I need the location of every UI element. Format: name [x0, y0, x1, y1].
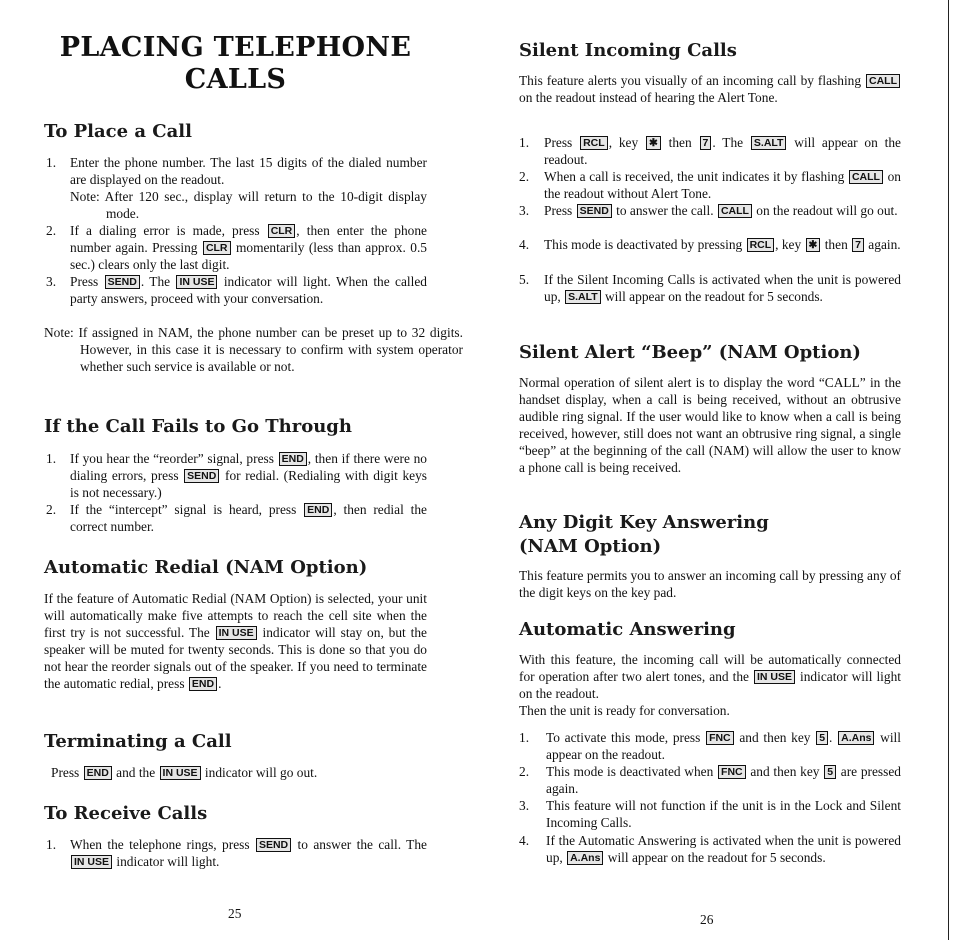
- list-item: [519, 202, 901, 219]
- list-item: [46, 450, 427, 501]
- list-item-number: 4.: [519, 833, 530, 848]
- list-item: [519, 168, 901, 202]
- list-item: [519, 236, 901, 253]
- silent-alert-beep-text: Normal operation of silent alert is to display the word “CALL” in the handset display, when a call is being received, without an obtrusive audible ring signal. If the user would like to know when a call is being received, however, still does not want an obtrusive ring signal, a single “beep” at the beginning of the call (NAM) will allow the user to know a phone call is being received.: [519, 375, 901, 475]
- list-item-number: 1.: [519, 135, 530, 150]
- automatic-answering-text-2: Then the unit is ready for conversation.: [519, 703, 730, 718]
- list-item-text: This mode is deactivated when FNC and then key 5 are pressed again.: [546, 764, 901, 796]
- terminating-text: Press END and the IN USE indicator will go out.: [51, 765, 318, 780]
- list-item-number: 1.: [46, 155, 57, 170]
- list-item: [46, 222, 427, 273]
- silent-incoming-text: This feature alerts you visually of an incoming call by flashing CALL on the readout instead of hearing the Alert Tone.: [519, 72, 901, 106]
- list-item: [46, 273, 427, 307]
- list-item-text: Press RCL , key ✱ then 7 . The S.ALT will appear on the readout.: [544, 135, 901, 167]
- heading-to-place-a-call: To Place a Call: [44, 121, 192, 142]
- list-item-text: Note: After 120 sec., display will return to the 10-digit display mode.: [70, 189, 427, 221]
- list-item-number: 1.: [519, 730, 530, 745]
- list-item: [519, 763, 901, 797]
- list-item-text: When the telephone rings, press SEND to answer the call. The IN USE indicator will light.: [70, 837, 427, 869]
- list-item-number: 5.: [519, 272, 530, 287]
- list-item-text: Press SEND . The IN USE indicator will light. When the called party answers, proceed with your conversation.: [70, 274, 428, 306]
- heading-silent-alert-beep: Silent Alert “Beep” (NAM Option): [519, 342, 861, 363]
- list-item-text: If you hear the “reorder” signal, press END , then if there were no dialing errors, press SEND for redial. (Redialing with digit keys is not necessary.): [70, 451, 427, 500]
- page-number-left: 25: [228, 906, 242, 921]
- list-item-text: Press SEND to answer the call. CALL on the readout will go out.: [544, 203, 898, 218]
- list-item: [519, 134, 901, 168]
- list-item-text: To activate this mode, press FNC and then key 5 . A.Ans will appear on the readout.: [546, 730, 901, 762]
- list-item-number: 1.: [46, 837, 57, 852]
- list-item-number: 1.: [46, 451, 57, 466]
- heading-any-digit-key-answering: Any Digit Key Answering: [519, 512, 769, 533]
- automatic-answering-text: With this feature, the incoming call will be automatically connected for operation after two alert tones, and the IN USE indicator will light on the readout.: [519, 652, 901, 701]
- list-item-text: If the Automatic Answering is activated when the unit is powered up, A.Ans will appear on the readout for 5 seconds.: [546, 833, 901, 865]
- automatic-redial-text: If the feature of Automatic Redial (NAM Option) is selected, your unit will automatically make five attempts to reach the cell site when the first try is not successful. The IN USE indicator will stay on, but the speaker will be muted for twenty seconds. This is done so that you do not hear the reorder signals out of the speaker. If you need to terminate the automatic redial, press END .: [44, 591, 427, 691]
- list-item-text: When a call is received, the unit indicates it by flashing CALL on the readout without Alert Tone.: [544, 169, 901, 201]
- list-item-number: 3.: [519, 798, 530, 813]
- heading-terminating-a-call: Terminating a Call: [44, 731, 232, 752]
- list-item: [519, 729, 901, 763]
- list-item-text: This feature will not function if the unit is in the Lock and Silent Incoming Calls.: [546, 798, 901, 830]
- heading-automatic-answering: Automatic Answering: [519, 619, 736, 640]
- list-item-text: If the “intercept” signal is heard, press END , then redial the correct number.: [70, 502, 427, 534]
- list-item-text: If a dialing error is made, press CLR , then enter the phone number again. Pressing CLR momentarily (less than approx. 0.5 sec.) clears only the last digit.: [70, 223, 427, 272]
- list-item-number: 4.: [519, 237, 530, 252]
- list-item: [519, 832, 901, 866]
- list-item-number: 2.: [519, 764, 530, 779]
- heading-silent-incoming-calls: Silent Incoming Calls: [519, 40, 737, 61]
- heading-automatic-redial: Automatic Redial (NAM Option): [44, 557, 368, 578]
- list-item: [46, 188, 427, 222]
- list-item: [46, 501, 427, 535]
- list-item: [519, 797, 901, 831]
- list-item: [46, 154, 427, 188]
- list-item-text: This mode is deactivated by pressing RCL , key ✱ then 7 again.: [544, 237, 901, 252]
- list-item-number: 2.: [519, 169, 530, 184]
- list-item-number: 3.: [46, 274, 57, 289]
- page-edge-line: [948, 0, 949, 940]
- heading-nam-option: (NAM Option): [519, 536, 662, 557]
- list-item-number: 3.: [519, 203, 530, 218]
- page-number-right: 26: [700, 912, 714, 927]
- list-item-number: 2.: [46, 223, 57, 238]
- list-item: [46, 836, 427, 870]
- heading-to-receive-calls: To Receive Calls: [44, 803, 208, 824]
- list-item-number: 2.: [46, 502, 57, 517]
- list-item: [519, 271, 901, 305]
- list-item-text: If the Silent Incoming Calls is activated when the unit is powered up, S.ALT will appear on the readout for 5 seconds.: [544, 272, 901, 304]
- page-title: PLACING TELEPHONE CALLS: [59, 32, 412, 95]
- heading-call-fails: If the Call Fails to Go Through: [44, 416, 352, 437]
- any-digit-key-text: This feature permits you to answer an incoming call by pressing any of the digit keys on the key pad.: [519, 568, 901, 600]
- nam-note: Note: If assigned in NAM, the phone number can be preset up to 32 digits. However, in this case it is necessary to confirm with system operator whether such service is available or not.: [44, 325, 463, 374]
- list-item-text: Enter the phone number. The last 15 digits of the dialed number are displayed on the readout.: [70, 155, 427, 187]
